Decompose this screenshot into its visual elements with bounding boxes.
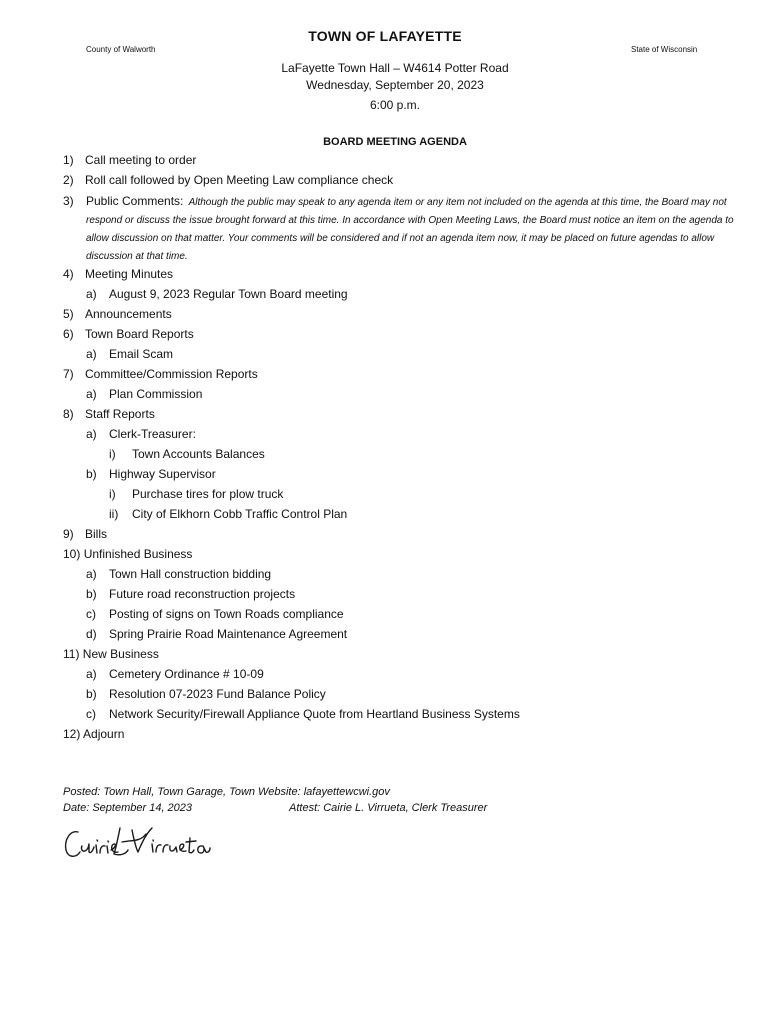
item-text: Posting of signs on Town Roads compliance	[109, 607, 344, 621]
item-text: Adjourn	[83, 727, 125, 741]
item-number: a)	[86, 427, 97, 441]
item-number: ii)	[109, 507, 119, 521]
item-text: Resolution 07-2023 Fund Balance Policy	[109, 687, 326, 701]
agenda-subitem-11c	[86, 707, 520, 721]
item-text: Call meeting to order	[85, 153, 197, 167]
item-number: a)	[86, 567, 97, 581]
item-number: c)	[86, 707, 96, 721]
item-text: Unfinished Business	[83, 547, 193, 561]
agenda-item-8	[63, 407, 155, 421]
item-text: Announcements	[85, 307, 172, 321]
item-number: 1)	[63, 153, 74, 167]
county-label: County of Walworth	[86, 45, 156, 54]
item-text: Meeting Minutes	[85, 267, 174, 281]
item-number: c)	[86, 607, 96, 621]
item-number: 10)	[63, 547, 81, 561]
public-comments-label: Public Comments:	[86, 194, 184, 208]
item-text: August 9, 2023 Regular Town Board meeting	[109, 287, 348, 301]
item-number: i)	[109, 487, 116, 501]
item-number: 11)	[63, 647, 80, 661]
agenda-subitem-8b-ii	[109, 507, 347, 521]
agenda-subitem-8b-i	[109, 487, 283, 501]
item-number: d)	[86, 627, 97, 641]
agenda-item-4	[63, 267, 173, 281]
item-number: a)	[86, 347, 97, 361]
agenda-title: BOARD MEETING AGENDA	[323, 136, 467, 148]
posting-date: Date: September 14, 2023	[63, 802, 193, 814]
item-text: Clerk-Treasurer:	[109, 427, 196, 441]
agenda-item-10	[63, 547, 192, 561]
agenda-subitem-11a	[86, 667, 264, 681]
meeting-time: 6:00 p.m.	[369, 98, 421, 112]
item-number: 9)	[63, 527, 74, 541]
item-text: Cemetery Ordinance # 10-09	[109, 667, 264, 681]
item-text: Spring Prairie Road Maintenance Agreement	[109, 627, 348, 641]
item-number: 2)	[63, 173, 74, 187]
item-text: Committee/Commission Reports	[85, 367, 258, 381]
agenda-item-2	[63, 173, 393, 187]
item-text: Future road reconstruction projects	[109, 587, 296, 601]
state-label: State of Wisconsin	[631, 45, 698, 54]
agenda-item-9	[63, 527, 107, 541]
agenda-item-7	[63, 367, 258, 381]
item-text: Bills	[85, 527, 108, 541]
agenda-item-6	[63, 327, 194, 341]
agenda-subitem-10a	[86, 567, 271, 581]
item-number: i)	[109, 447, 116, 461]
item-text: Town Hall construction bidding	[109, 567, 272, 581]
item-text: Highway Supervisor	[109, 467, 216, 481]
item-text: Plan Commission	[109, 387, 203, 401]
item-number: 4)	[63, 267, 74, 281]
agenda-item-1	[63, 153, 196, 167]
item-text: Email Scam	[109, 347, 174, 361]
item-number: b)	[86, 467, 97, 481]
public-comments-block	[86, 192, 736, 266]
agenda-item-5	[63, 307, 172, 321]
posted-locations: Posted: Town Hall, Town Garage, Town Website: lafayettewcwi.gov	[63, 786, 390, 798]
item-text: City of Elkhorn Cobb Traffic Control Plan	[132, 507, 348, 521]
meeting-location: LaFayette Town Hall – W4614 Potter Road	[281, 61, 509, 75]
item-text: Purchase tires for plow truck	[132, 487, 284, 501]
agenda-item-3-number: 3)	[63, 194, 74, 208]
agenda-subitem-8a-i	[109, 447, 265, 461]
item-number: 8)	[63, 407, 74, 421]
agenda-item-11	[63, 647, 159, 661]
agenda-subitem-10b	[86, 587, 295, 601]
item-text: Network Security/Firewall Appliance Quote from Heartland Business Systems	[109, 707, 520, 721]
agenda-subitem-8a	[86, 427, 196, 441]
attestation: Attest: Cairie L. Virrueta, Clerk Treasurer	[289, 802, 488, 814]
agenda-subitem-10c	[86, 607, 344, 621]
item-number: 6)	[63, 327, 74, 341]
item-number: a)	[86, 667, 97, 681]
item-text: New Business	[82, 647, 159, 661]
agenda-subitem-10d	[86, 627, 347, 641]
agenda-subitem-7a	[86, 387, 202, 401]
meeting-date: Wednesday, September 20, 2023	[306, 78, 484, 92]
agenda-subitem-11b	[86, 687, 326, 701]
item-number: b)	[86, 587, 97, 601]
item-number: b)	[86, 687, 97, 701]
agenda-subitem-8b	[86, 467, 216, 481]
item-number: 5)	[63, 307, 74, 321]
item-number: a)	[86, 287, 97, 301]
item-number: 12)	[63, 727, 81, 741]
item-text: Town Accounts Balances	[132, 447, 265, 461]
item-text: Roll call followed by Open Meeting Law compliance check	[85, 173, 394, 187]
page-title: TOWN OF LAFAYETTE	[308, 28, 462, 44]
item-text: Town Board Reports	[85, 327, 194, 341]
item-number: a)	[86, 387, 97, 401]
public-comments-text: Although the public may speak to any agenda item or any item not included on the agenda at this time, the Board may not respond or discuss the issue brought forward at this time. In accordance with Open Meeting Laws, the Board must notice an item on the agenda to allow discussion on that matter. Your comments will be considered and if not an agenda item now, it may be placed on future agendas to allow discussion at that time.	[86, 197, 734, 262]
agenda-subitem-6a	[86, 347, 173, 361]
agenda-subitem-4a	[86, 287, 348, 301]
handwritten-signature	[62, 820, 212, 871]
item-text: Staff Reports	[85, 407, 155, 421]
item-number: 7)	[63, 367, 74, 381]
agenda-item-12	[63, 727, 124, 741]
